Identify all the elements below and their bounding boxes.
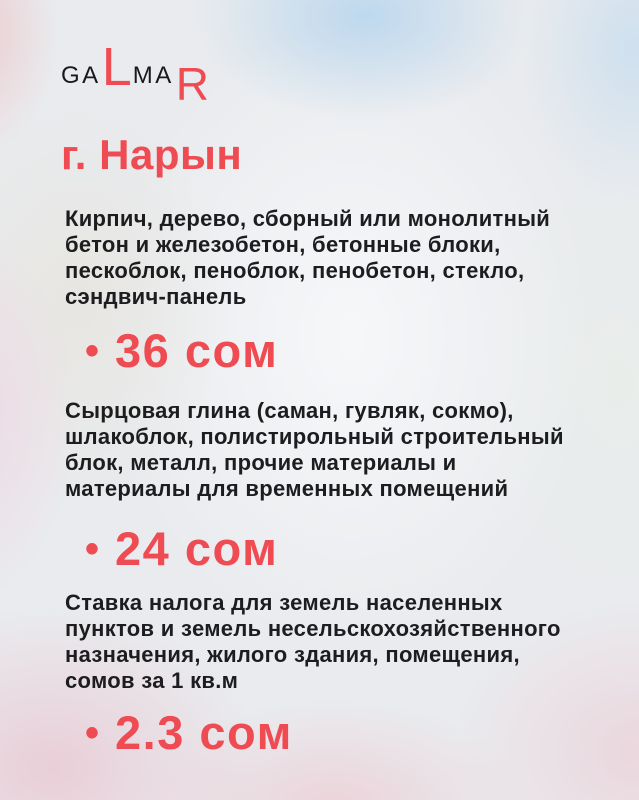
description-line: бетон и железобетон, бетонные блоки,	[65, 232, 501, 257]
description-line: Сырцовая глина (саман, гувляк, сокмо),	[65, 398, 514, 423]
rate-section	[65, 590, 610, 759]
logo-letter-l: L	[101, 37, 132, 97]
description-line: пескоблок, пеноблок, пенобетон, стекло,	[65, 258, 525, 283]
page-title: г. Нарын	[61, 131, 243, 178]
logo-letters-ga: GA	[61, 62, 101, 89]
price-row	[85, 707, 610, 759]
description-line: пунктов и земель несельскохозяйственного	[65, 616, 561, 641]
description-line: сэндвич-панель	[65, 284, 247, 309]
description-line: блок, металл, прочие материалы и	[65, 450, 457, 475]
description-line: сомов за 1 кв.м	[65, 668, 239, 693]
rate-section	[65, 206, 610, 377]
rate-section	[65, 398, 610, 575]
bullet-dot: •	[85, 711, 100, 755]
description-line: назначения, жилого здания, помещения,	[65, 642, 520, 667]
bullet-dot: •	[85, 329, 100, 373]
price-value: 2.3 сом	[115, 706, 293, 759]
description-line: Кирпич, дерево, сборный или монолитный	[65, 206, 551, 231]
galmar-logo	[61, 36, 209, 111]
bullet-dot: •	[85, 527, 100, 571]
price-row	[85, 523, 610, 575]
description-line: материалы для временных помещений	[65, 476, 509, 501]
logo-letters-ma: MA	[132, 62, 174, 89]
price-row	[85, 325, 610, 377]
price-value: 24 сом	[115, 522, 279, 575]
description-line: шлакоблок, полистирольный строительный	[65, 424, 564, 449]
price-value: 36 сом	[115, 324, 279, 377]
description-line: Ставка налога для земель населенных	[65, 590, 503, 615]
logo-letter-r: R	[175, 58, 209, 110]
